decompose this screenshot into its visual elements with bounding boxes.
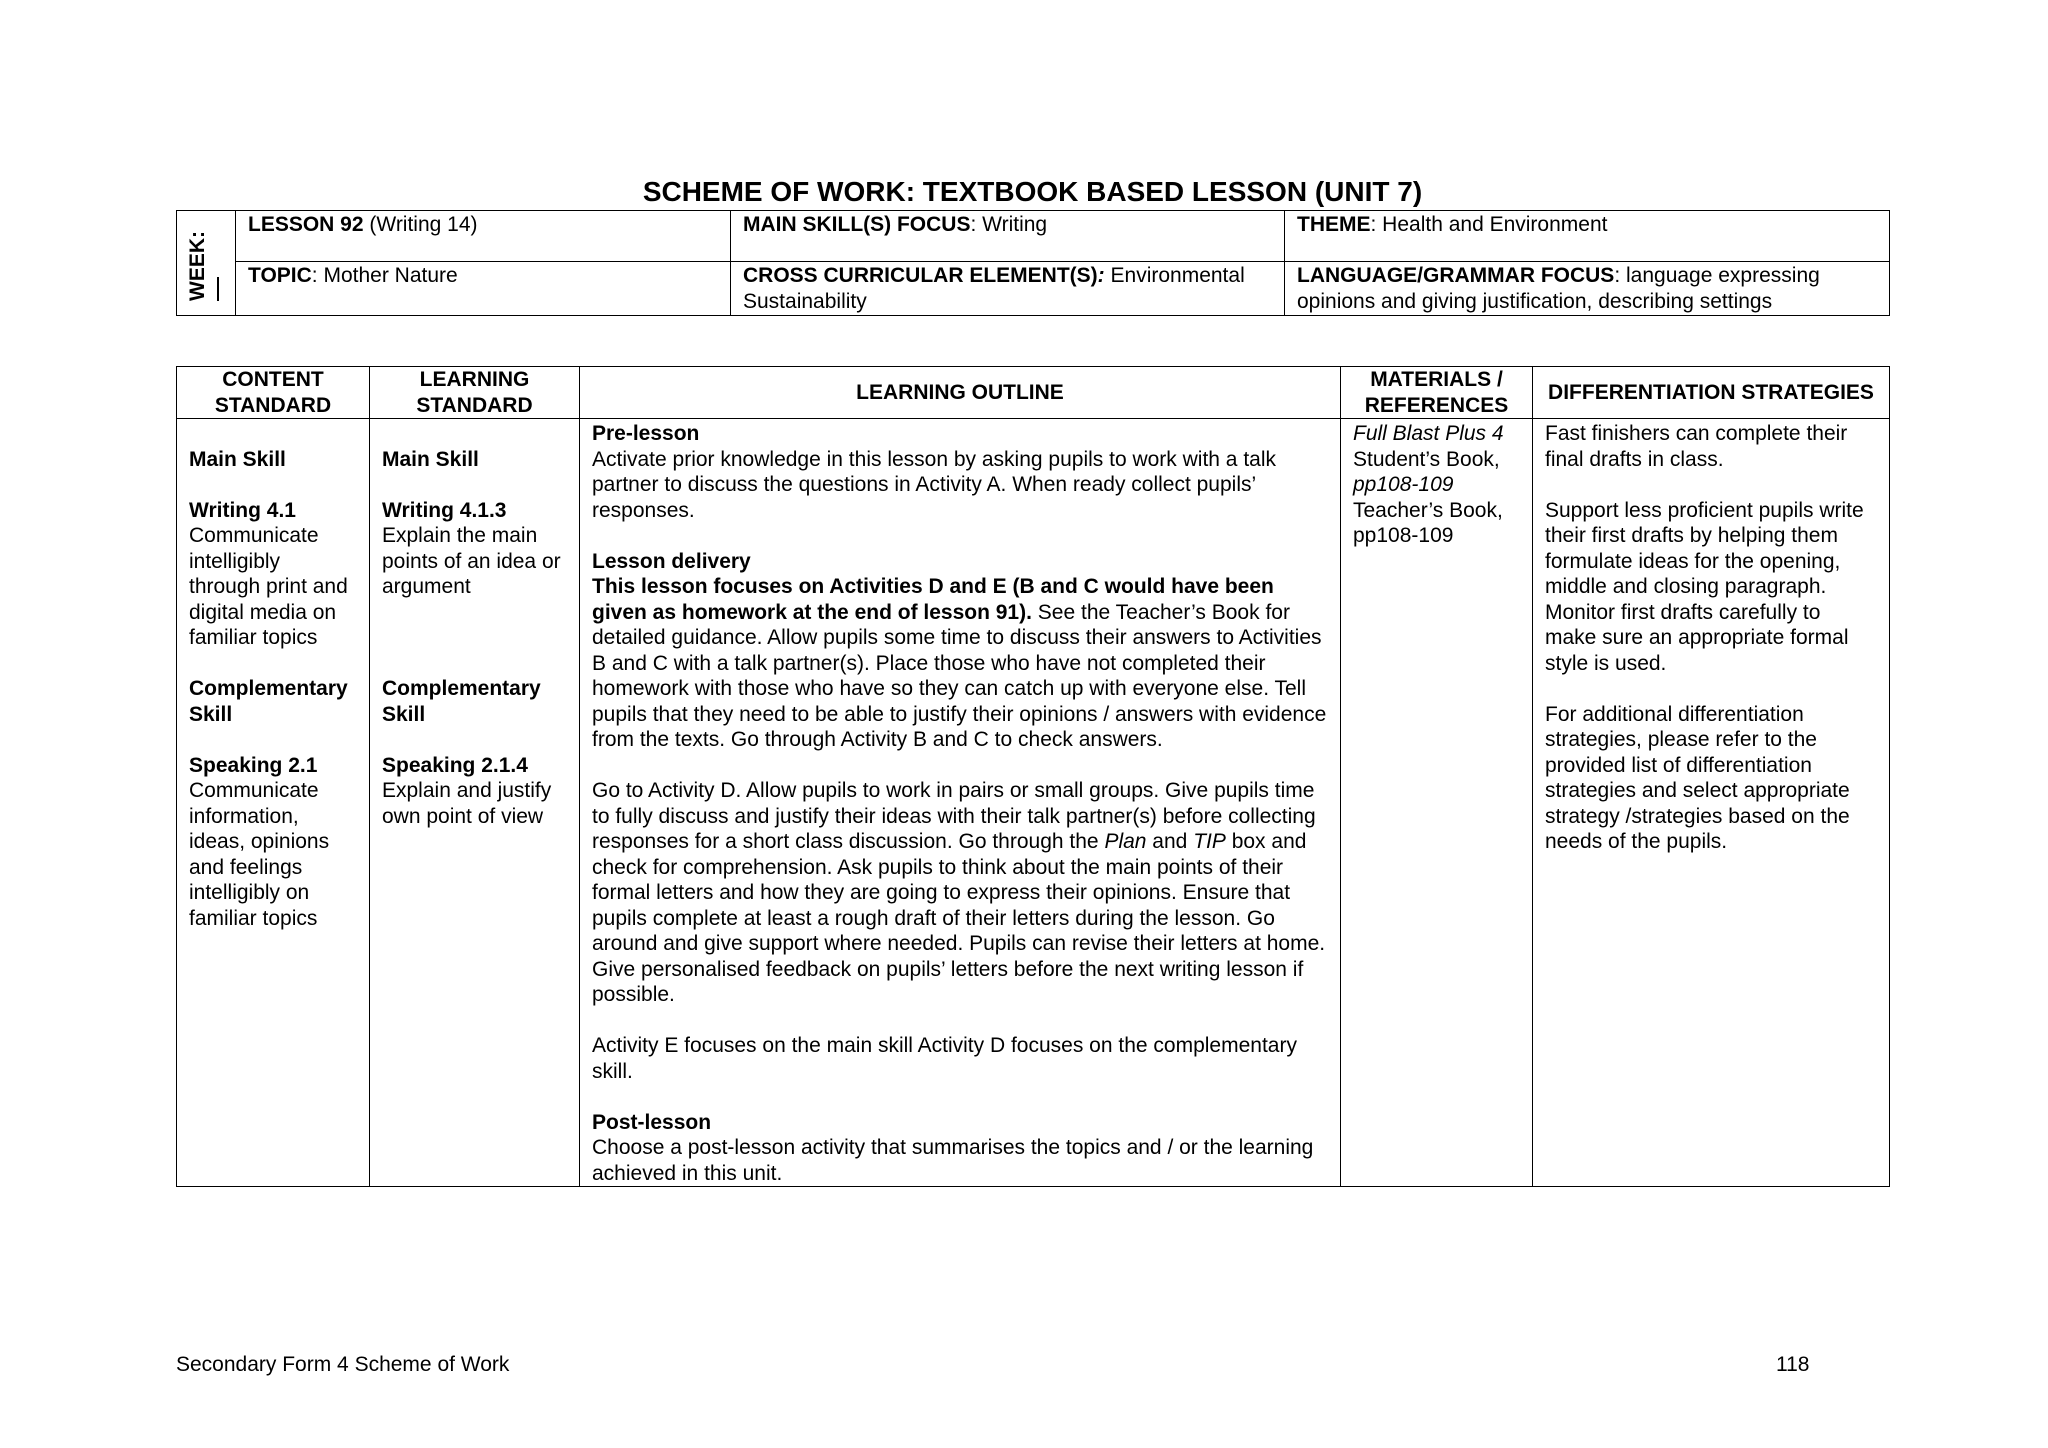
footer-page-number: 118 [1776,1353,1810,1376]
lesson-delivery-heading: Lesson delivery [592,549,751,573]
content-complementary-skill: Complementary Skill [189,677,348,726]
content-speaking-text: Communicate information, ideas, opinions and feelings intelligibly on familiar topics [189,779,330,930]
activity-d-text-b: box and check for comprehension. Ask pupils to think about the main points of their formal letters and how they are going to express their opinions. Ensure that pupils complete at least a rough draft of their letters during the lesson. Go around and give support where needed. Pupils can revise their letters at home. Give personalised feedback on pupils’ letters before the next writing lesson if possible. [592,830,1326,1006]
main-skill-cell [731,211,1285,262]
main-skill-label: MAIN SKILL(S) FOCUS [743,213,971,236]
differentiation-additional: For additional differentiation strategies, please refer to the provided list of differentiation strategies and select appropriate strategy /strategies based on the needs of the pupils. [1545,702,1850,853]
material-book-title: Full Blast Plus 4 [1353,422,1504,445]
col-header-learning-outline: LEARNING OUTLINE [580,367,1341,419]
and-text: and [1146,830,1194,853]
tip-term: TIP [1193,830,1226,853]
learning-standard-cell [370,419,580,1187]
week-label: WEEK: [186,231,209,301]
cross-curricular-cell [731,262,1285,316]
material-teachers-book: Teacher’s Book, [1353,498,1503,522]
differentiation-support: Support less proficient pupils write their first drafts by helping them formulate ideas for the opening, middle and closing paragraph. Monitor first drafts carefully to make sure an appropriate formal style is used. [1545,498,1864,675]
week-value-bar [217,277,219,301]
language-focus-value: : language expressing opinions and giving justification, describing settings [1297,264,1820,313]
post-lesson-heading: Post-lesson [592,1110,712,1134]
page-title: SCHEME OF WORK: TEXTBOOK BASED LESSON (UNIT 7) [642,176,1423,207]
content-writing-code: Writing 4.1 [189,498,296,522]
differentiation-cell [1533,419,1890,1187]
lesson-delivery-bold: This lesson focuses on Activities D and E (B and C would have been given as homework at the end of lesson 91). [592,575,1274,624]
activity-e-text: Activity E focuses on the main skill Activity D focuses on the complementary skill. [592,1034,1297,1083]
activity-d-text-a: Go to Activity D. Allow pupils to work in pairs or small groups. Give pupils time to fully discuss and justify their ideas with their talk partner(s) before collecting responses for a short class discussion. Go through the [592,779,1316,853]
lesson-value: (Writing 14) [363,213,478,236]
content-main-skill: Main Skill [189,447,286,471]
cross-curricular-value: Environmental Sustainability [743,264,1245,313]
theme-value: : Health and Environment [1370,213,1608,236]
material-teachers-pages: pp108-109 [1353,524,1454,547]
learning-speaking-code: Speaking 2.1.4 [382,753,528,777]
materials-cell [1341,419,1533,1187]
lesson-cell [236,211,731,262]
learning-speaking-text: Explain and justify own point of view [382,779,552,828]
col-header-materials: MATERIALS / REFERENCES [1341,367,1533,419]
learning-outline-cell [580,419,1341,1187]
cross-curricular-label: CROSS CURRICULAR ELEMENT(S) [743,264,1098,287]
learning-writing-text: Explain the main points of an idea or argument [382,524,561,598]
language-focus-label: LANGUAGE/GRAMMAR FOCUS [1297,264,1615,287]
pre-lesson-text: Activate prior knowledge in this lesson by asking pupils to work with a talk partner to discuss the questions in Activity A. When ready collect pupils’ responses. [592,447,1276,522]
differentiation-fast-finishers: Fast finishers can complete their final drafts in class. [1545,422,1848,471]
content-standard-cell [177,419,370,1187]
theme-cell [1285,211,1890,262]
week-cell [177,211,236,316]
col-header-differentiation: DIFFERENTIATION STRATEGIES [1533,367,1890,419]
col-header-content-standard: CONTENT STANDARD [177,367,370,419]
lesson-plan-table [176,366,1890,1187]
lesson-header-table [176,210,1890,316]
topic-value: : Mother Nature [311,264,458,287]
content-speaking-code: Speaking 2.1 [189,753,318,777]
topic-cell [236,262,731,316]
content-writing-text: Communicate intelligibly through print and digital media on familiar topics [189,524,348,649]
language-focus-cell [1285,262,1890,316]
topic-label: TOPIC [248,264,312,287]
material-students-pages: pp108-109 [1353,473,1454,496]
material-students-book: Student’s Book, [1353,447,1500,471]
learning-complementary-skill: Complementary Skill [382,677,541,726]
main-skill-value: : Writing [970,213,1048,236]
post-lesson-text: Choose a post-lesson activity that summarises the topics and / or the learning achieved in this unit. [592,1136,1314,1185]
theme-label: THEME [1297,213,1371,236]
cross-curricular-colon: : [1097,264,1105,287]
footer-document-name: Secondary Form 4 Scheme of Work [176,1353,510,1376]
plan-term: Plan [1104,830,1147,853]
lesson-label: LESSON 92 [248,213,364,236]
col-header-learning-standard: LEARNING STANDARD [370,367,580,419]
learning-writing-code: Writing 4.1.3 [382,498,507,522]
learning-main-skill: Main Skill [382,447,479,471]
lesson-delivery-text: See the Teacher’s Book for detailed guidance. Allow pupils some time to discuss their answers to Activities B and C with a talk partner(s). Place those who have not completed their homework with those who have so they can catch up with everyone else. Tell pupils that they need to be able to justify their opinions / answers with evidence from the texts. Go through Activity B and C to check answers. [592,600,1327,751]
pre-lesson-heading: Pre-lesson [592,422,700,445]
